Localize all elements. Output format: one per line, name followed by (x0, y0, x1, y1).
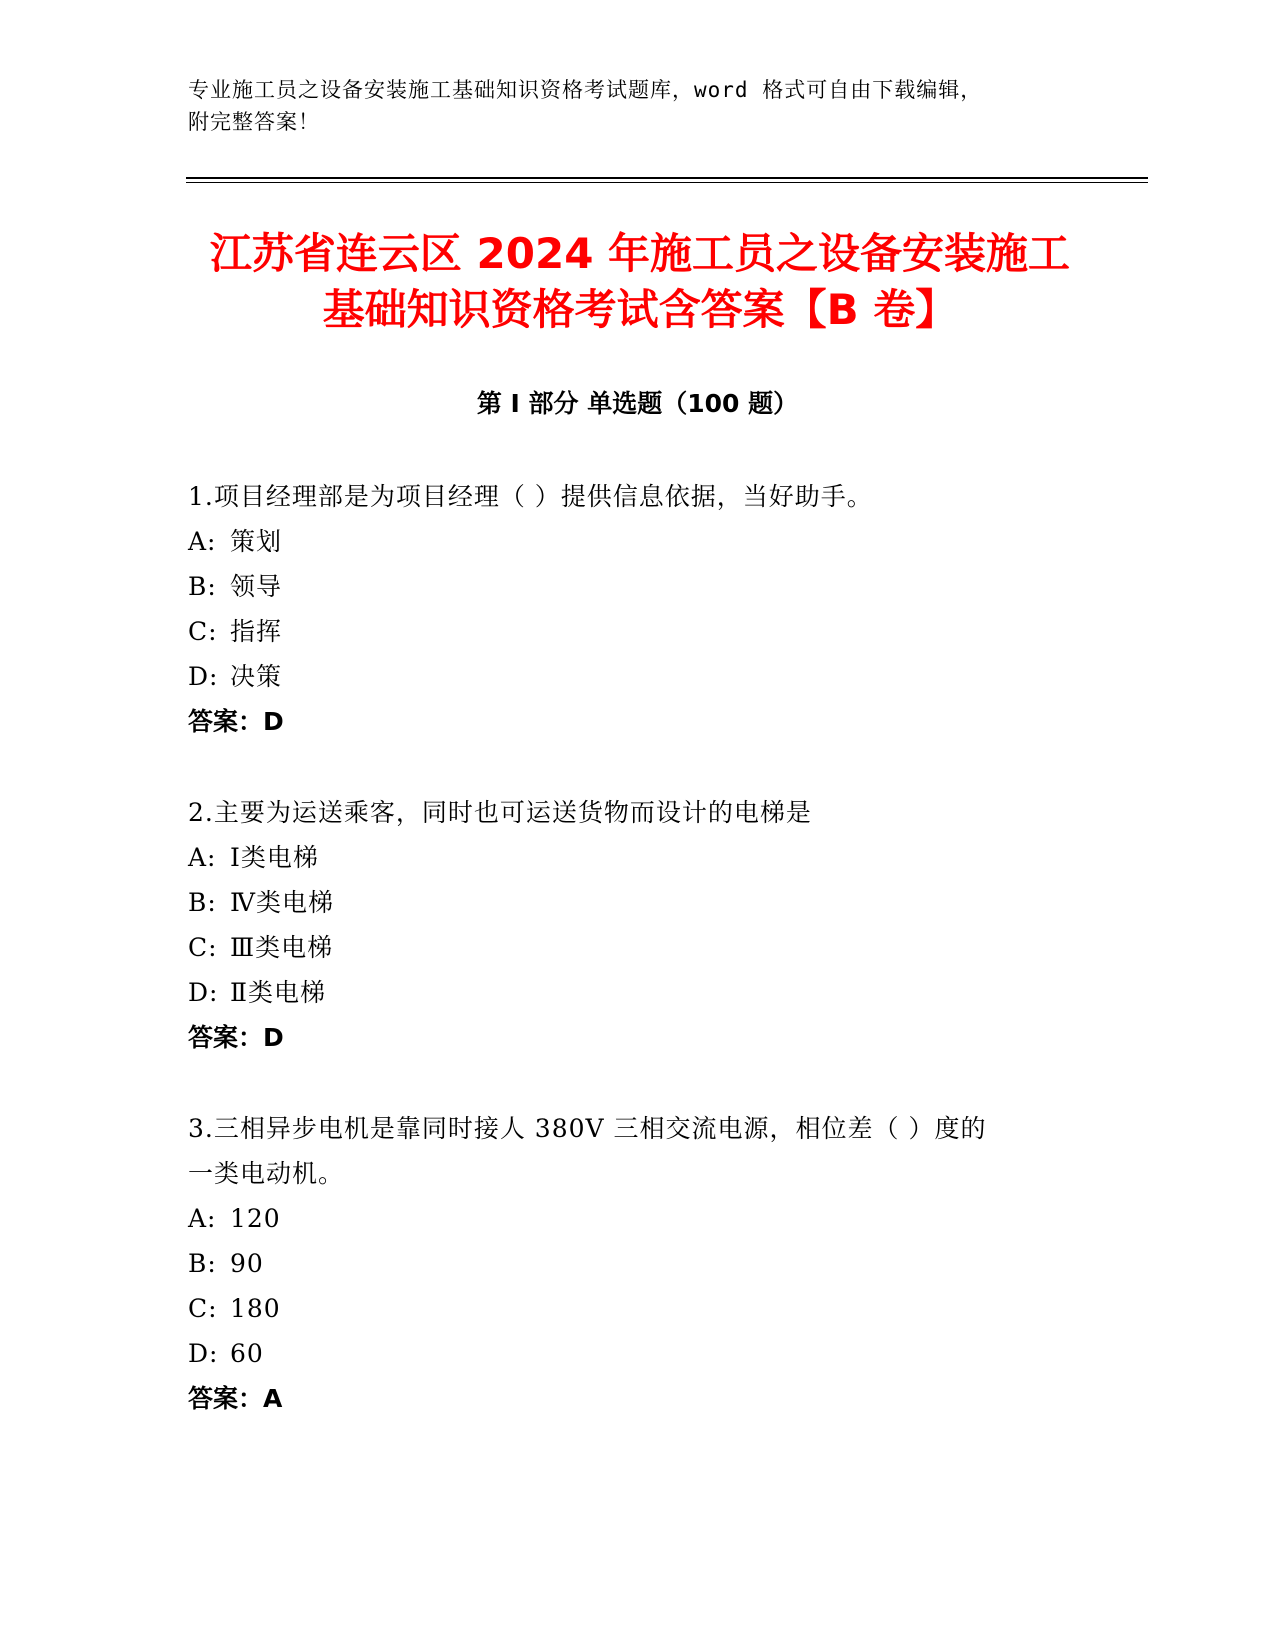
option-key: B: (188, 888, 217, 917)
option-key: A: (188, 843, 217, 872)
header-note (188, 74, 1068, 138)
option-key: A: (188, 1204, 217, 1233)
answer: 答案：D (188, 1023, 284, 1052)
option-value: 决策 (230, 662, 283, 691)
document-title (160, 226, 1120, 338)
option-value: Ⅰ类电梯 (230, 843, 319, 872)
option-key: B: (188, 1249, 217, 1278)
option-value: Ⅲ类电梯 (230, 933, 334, 962)
option-c (188, 609, 1088, 654)
option-d (188, 1331, 1088, 1376)
option-key: C: (188, 1294, 218, 1323)
option-a (188, 1196, 1088, 1241)
option-value: 90 (230, 1249, 264, 1278)
option-a (188, 835, 1088, 880)
option-key: C: (188, 617, 218, 646)
header-note-line-1: 专业施工员之设备安装施工基础知识资格考试题库，word 格式可自由下载编辑， (188, 78, 983, 102)
question-text: 2.主要为运送乘客，同时也可运送货物而设计的电梯是 (188, 798, 812, 827)
question-2 (188, 790, 1088, 1060)
option-c (188, 1286, 1088, 1331)
question-text: 1.项目经理部是为项目经理（ ）提供信息依据，当好助手。 (188, 482, 873, 511)
option-b (188, 880, 1088, 925)
option-value: Ⅳ类电梯 (230, 888, 334, 917)
answer: 答案：D (188, 707, 284, 736)
option-key: B: (188, 572, 217, 601)
option-key: C: (188, 933, 218, 962)
option-value: 120 (230, 1204, 281, 1233)
question-list (188, 474, 1088, 1467)
answer: 答案：A (188, 1384, 283, 1413)
document-title-line-2: 基础知识资格考试含答案【B 卷】 (322, 285, 958, 334)
document-title-line-1: 江苏省连云区 2024 年施工员之设备安装施工 (209, 229, 1071, 278)
header-rule-thin (186, 182, 1148, 183)
option-value: Ⅱ类电梯 (230, 978, 326, 1007)
question-text-continued: 一类电动机。 (188, 1159, 345, 1188)
header-rule-thick (186, 177, 1148, 179)
option-key: D: (188, 978, 219, 1007)
option-c (188, 925, 1088, 970)
option-value: 180 (230, 1294, 281, 1323)
option-key: A: (188, 527, 217, 556)
option-d (188, 654, 1088, 699)
option-d (188, 970, 1088, 1015)
question-3 (188, 1106, 1088, 1421)
option-b (188, 564, 1088, 609)
option-value: 领导 (230, 572, 283, 601)
question-text: 3.三相异步电机是靠同时接人 380V 三相交流电源，相位差（ ）度的 (188, 1114, 987, 1143)
option-key: D: (188, 1339, 219, 1368)
option-a (188, 519, 1088, 564)
option-value: 指挥 (230, 617, 283, 646)
section-heading: 第 I 部分 单选题（100 题） (476, 389, 799, 418)
option-value: 60 (230, 1339, 264, 1368)
option-key: D: (188, 662, 219, 691)
option-b (188, 1241, 1088, 1286)
header-note-line-2: 附完整答案！ (188, 110, 320, 134)
option-value: 策划 (230, 527, 283, 556)
question-1 (188, 474, 1088, 744)
